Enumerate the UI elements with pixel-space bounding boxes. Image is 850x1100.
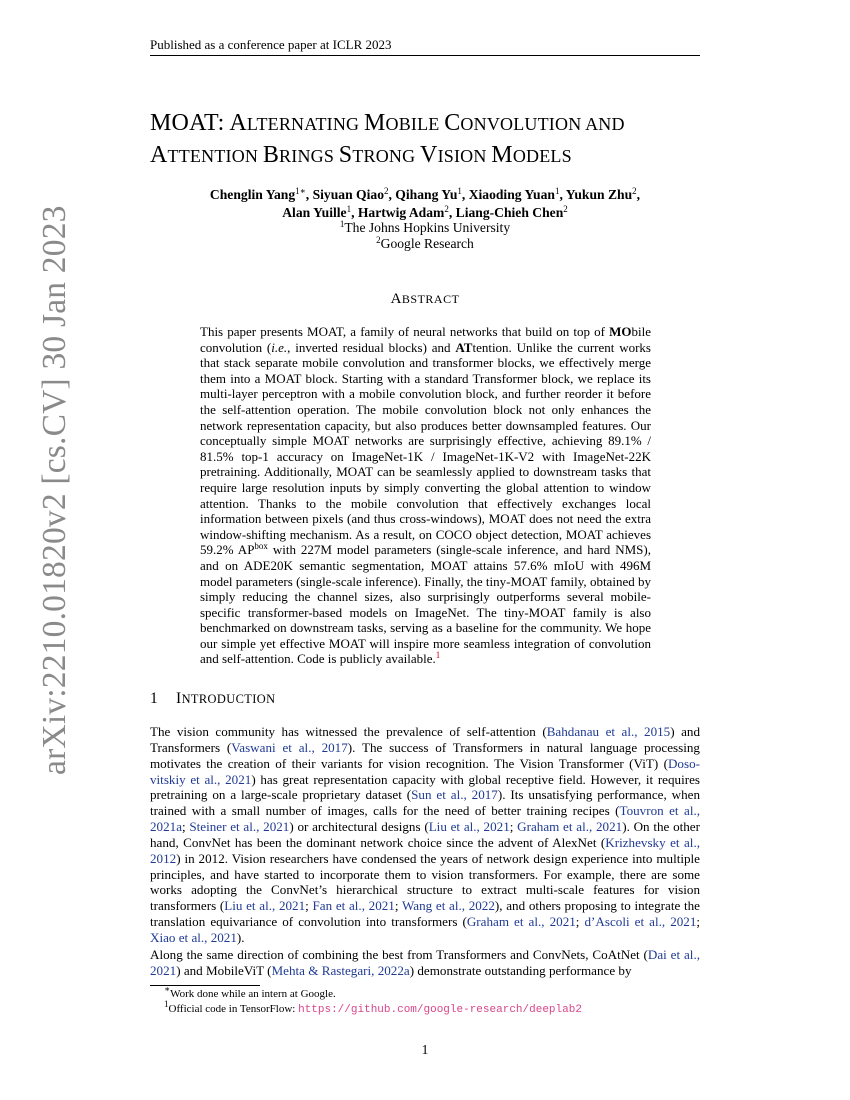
citation-link[interactable]: d’Ascoli et al., 2021 [584, 914, 697, 930]
title-line-1 [150, 108, 710, 140]
title-smallcaps: ODELS [512, 146, 572, 166]
title-initial: C [444, 110, 461, 136]
paper-title [150, 108, 710, 172]
title-smallcaps: TRONG [352, 146, 421, 166]
citation-link[interactable]: Wang et al., 2022 [401, 898, 495, 914]
citation-link[interactable]: Steiner et al., 2021 [189, 819, 290, 835]
footnote-star: ∗Work done while an intern at Google. [164, 984, 336, 1000]
code-url-link[interactable]: https://github.com/google-research/deeplab2 [298, 1004, 582, 1016]
body-text: ) has great representation capacity with global receptive field. However, it requires pretraining on a large-scale proprietary dataset ( [150, 771, 700, 803]
header-rule [150, 55, 700, 56]
author-sup: 1 [457, 186, 462, 196]
body-text: ). On the other hand, ConvNet has been the dominant network choice since the advent of AlexNet ( [150, 819, 700, 850]
title-initial: A [229, 110, 247, 136]
author-list [150, 186, 700, 222]
citation-link[interactable]: Bahdanau et al., 2015 [546, 724, 671, 739]
body-text: ; [696, 914, 701, 930]
intro-paragraph-2 [150, 947, 700, 979]
author-name: Xiaoding Yuan [468, 187, 555, 202]
body-text: ). [236, 929, 245, 945]
body-text: ) or architectural designs ( [289, 819, 429, 835]
title-initial: S [338, 142, 353, 168]
body-text: ) in 2012. Vision researchers have condensed the years of network design experience into multiple principles, and have started to incorporate them to vision transformers. For example, there are some works adopting the ConvNet’s hierarchical structure to extract multi-scale features for vision transformers ( [150, 850, 700, 914]
citation-link[interactable]: Vaswani et al., 2017 [231, 739, 348, 755]
affiliation-2: $^2$Google Research [376, 235, 474, 251]
citation-link[interactable]: Graham et al., 2021 [466, 914, 576, 930]
arxiv-stamp: arXiv:2210.01820v2 [cs.CV] 30 Jan 2023 [36, 205, 73, 775]
intro-paragraph-1 [150, 724, 700, 946]
title-smallcaps: ONVOLUTION AND [460, 114, 625, 134]
citation-link[interactable]: Sun et al., 2017 [411, 787, 498, 803]
author-name: Chenglin Yang [209, 187, 296, 202]
author-name: Liang-Chieh Chen [455, 205, 564, 220]
body-text: The vision community has witnessed the prevalence of self-attention ( [150, 724, 547, 739]
title-smallcaps: LTERNATING [246, 114, 364, 134]
title-line-2 [150, 140, 710, 172]
footnote-1: $^1$Official code in TensorFlow: https://github.com/google-research/deeplab2 [164, 999, 582, 1016]
body-text: ; [305, 898, 313, 914]
affiliation-1: $^1$The Johns Hopkins University [339, 219, 511, 235]
author-name: Siyuan Qiao [312, 187, 384, 202]
author-sup: 2 [632, 186, 637, 196]
author-sup: 1 [554, 186, 560, 196]
page-number: 1 [421, 1042, 429, 1057]
citation-link[interactable]: Dai et al., 2021 [150, 947, 700, 978]
citation-link[interactable]: Touvron et al., 2021a [150, 803, 700, 835]
author-sup: 2 [384, 186, 389, 196]
title-initial: B [262, 142, 280, 168]
citation-link[interactable]: Xiao et al., 2021 [150, 929, 237, 945]
body-text: ) and Transformers ( [150, 724, 700, 755]
author-name: Yukun Zhu [565, 187, 633, 202]
title-smallcaps: TTENTION [167, 146, 263, 166]
body-text: ; [182, 819, 190, 835]
body-text: ), and others proposing to integrate the translation equivariance of convolution into transformers ( [150, 898, 700, 930]
abstract-heading: ABSTRACT [390, 291, 460, 307]
section-heading-introduction: 1 INTRODUCTION [150, 690, 276, 707]
footnotes [164, 984, 704, 1018]
body-text: ; [394, 898, 402, 914]
abstract-body: This paper presents MOAT, a family of neural networks that build on top of MObile convolution (i.e., inverted residual blocks) and ATtention. Unlike the current works that stack separate mobile convolution and transformer blocks, we effectively merge them into a MOAT block. Starting with a standard Transformer block, we replace its multi-layer perceptron with a mobile convolution block, and further reorder it before the self-attention operation. The mobile convolution block not only enhances the network representation capacity, but also produces better downsampled features. Our conceptually simple MOAT networks are surprisingly effective, achieving 89.1% / 81.5% top-1 accuracy on ImageNet-1K / ImageNet-1K-V2 with ImageNet-22K pretraining. Additionally, MOAT can be seamlessly applied to downstream tasks that require large resolution inputs by simply converting the global attention to window attention. Thanks to the mobile convolution that effectively exchanges local information between pixels (and thus cross-windows), MOAT does not need the extra window-shifting mechanism. As a result, on COCO object detection, MOAT achieves 59.2% $AP^{box}$ with 227M model parameters (single-scale inference, and hard NMS), and on ADE20K semantic segmentation, MOAT attains 57.6% mIoU with 496M model parameters (single-scale inference). Finally, the tiny-MOAT family, obtained by simply reducing the channel sizes, also surprisingly outperforms several mobile-specific transformer-based models on ImageNet. The tiny-MOAT family is also benchmarked on downstream tasks, serving as a baseline for the community. We hope our simple yet effective MOAT will inspire more seamless integration of convolution and self-attention. Code is publicly available.$^1$ [200, 324, 651, 667]
title-initial: M [491, 142, 513, 168]
author-name: Alan Yuille [282, 205, 347, 220]
title-initial: M [363, 110, 386, 136]
citation-link[interactable]: Graham et al., 2021 [517, 819, 623, 835]
author-name: Qihang Yu [395, 187, 458, 202]
title-word: MOAT: [150, 110, 225, 136]
body-text: Along the same direction of combining the best from Transformers and ConvNets, CoAtNet ( [150, 947, 648, 962]
running-head: Published as a conference paper at ICLR 2023 [150, 37, 392, 52]
citation-link[interactable]: Mehta & Rastegari, 2022a [271, 962, 410, 978]
body-text: ). The success of Transformers in natural language processing motivates the creation of their variants for vision recognition. The Vision Transformer (ViT) ( [150, 739, 700, 771]
body-text: ) and MobileViT ( [176, 962, 272, 978]
author-line-2: Alan Yuille$^1$, Hartwig Adam$^2$, Liang-Chieh Chen$^2$ [282, 204, 568, 220]
title-smallcaps: OBILE [385, 114, 445, 134]
citation-link[interactable]: Dosovitskiy et al., 2021 [150, 755, 700, 787]
body-text: ; [509, 819, 518, 835]
citation-link[interactable]: Fan et al., 2021 [312, 898, 395, 914]
footnote-link[interactable]: 1 [435, 650, 441, 661]
body-text: ). Its unsatisfying performance, when trained with a small number of images, calls for the need of better training recipes ( [150, 787, 700, 819]
ap-box-sup: box [254, 541, 268, 552]
title-smallcaps: ISION [437, 146, 492, 166]
body-text: ) demonstrate outstanding performance by [409, 962, 632, 978]
author-sup: 1∗ [295, 186, 306, 196]
body-text: ; [575, 914, 585, 930]
author-sup: 1 [346, 204, 352, 214]
citation-link[interactable]: Liu et al., 2021 [428, 819, 510, 835]
title-initial: A [150, 142, 168, 168]
affiliations [150, 220, 700, 252]
citation-link[interactable]: Krizhevsky et al., 2012 [150, 834, 700, 866]
author-sup: 2 [563, 204, 568, 214]
title-line-1-rest [229, 110, 624, 136]
author-line-1: Chenglin Yang$^{1∗}$, Siyuan Qiao$^2$, Qihang Yu$^1$, Xiaoding Yuan$^1$, Yukun Zhu$^2$, [209, 186, 641, 202]
title-smallcaps: RINGS [279, 146, 339, 166]
author-name: Hartwig Adam [357, 205, 445, 220]
citation-link[interactable]: Liu et al., 2021 [224, 898, 306, 914]
title-initial: V [420, 142, 438, 168]
author-sup: 2 [444, 204, 449, 214]
